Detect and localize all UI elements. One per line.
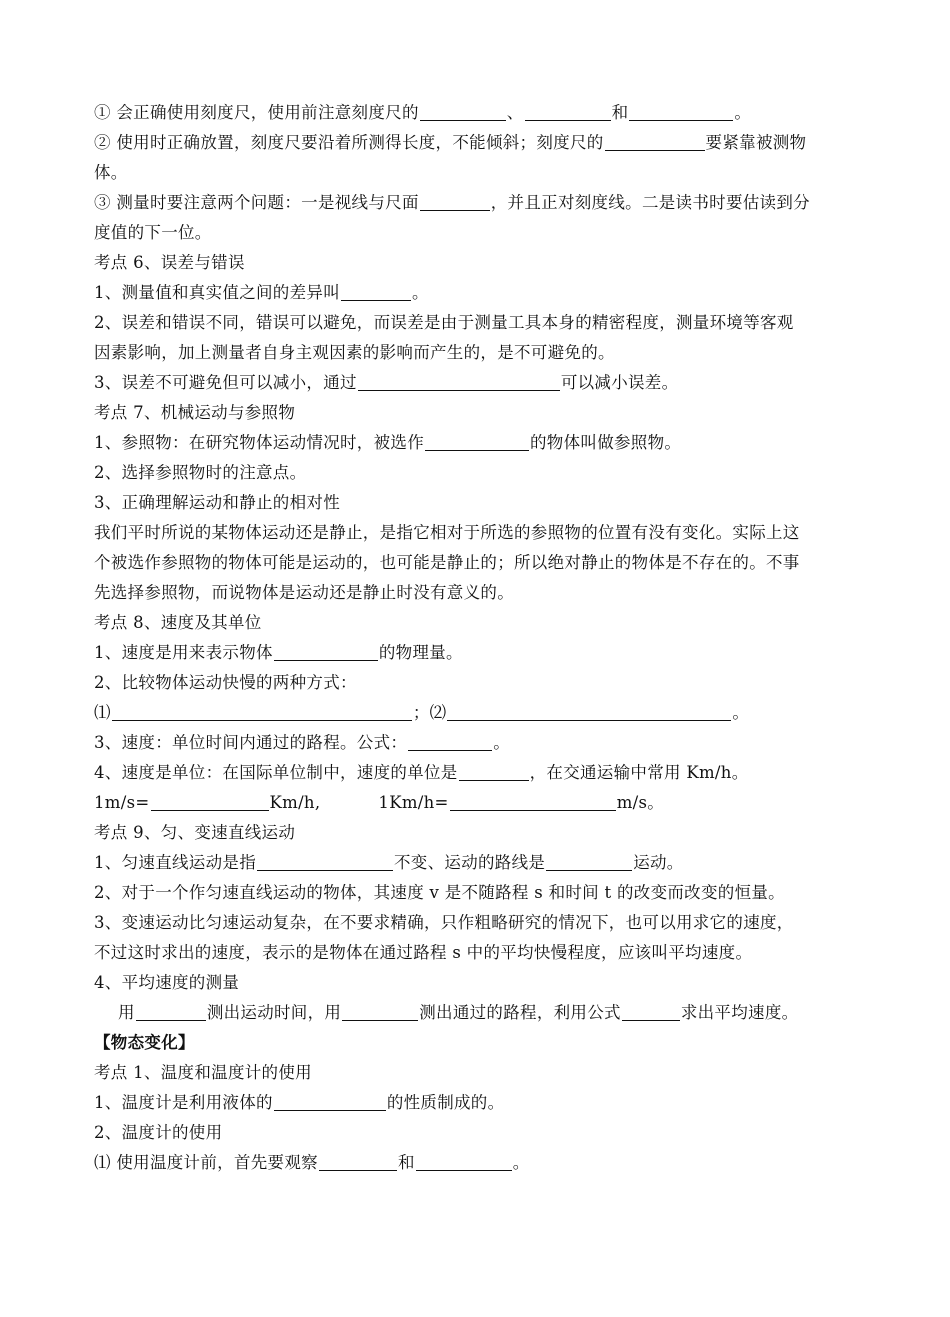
text-line: ③ 测量时要注意两个问题：一是视线与尺面 ，并且正对刻度线。二是读书时要估读到分 <box>94 193 810 212</box>
fill-blank[interactable] <box>525 104 611 121</box>
fill-blank[interactable] <box>605 134 705 151</box>
fill-blank[interactable] <box>629 104 733 121</box>
text-line: 用 测出运动时间，用 测出通过的路程，利用公式 求出平均速度。 <box>118 1003 799 1022</box>
text-line: 先选择参照物，而说物体是运动还是静止时没有意义的。 <box>94 583 514 602</box>
fill-blank[interactable] <box>408 734 492 751</box>
text-line: 4、平均速度的测量 <box>94 973 240 992</box>
section-heading: 考点 7、机械运动与参照物 <box>94 403 296 422</box>
text-line: ⑴ 使用温度计前，首先要观察 和 。 <box>94 1153 530 1172</box>
fill-blank[interactable] <box>622 1004 680 1021</box>
fill-blank[interactable] <box>420 194 490 211</box>
fill-blank[interactable] <box>459 764 529 781</box>
section-heading: 考点 9、匀、变速直线运动 <box>94 823 296 842</box>
section-title: 【物态变化】 <box>94 1033 195 1052</box>
fill-blank[interactable] <box>416 1154 512 1171</box>
text-line: 1、温度计是利用液体的 的性质制成的。 <box>94 1093 505 1112</box>
text-line: 个被选作参照物的物体可能是运动的，也可能是静止的；所以绝对静止的物体是不存在的。不事 <box>94 553 800 572</box>
text-line: 3、速度：单位时间内通过的路程。公式： 。 <box>94 733 511 752</box>
text-line: 1、匀速直线运动是指 不变、运动的路线是 运动。 <box>94 853 684 872</box>
fill-blank[interactable] <box>274 1094 386 1111</box>
text-line: 4、速度是单位：在国际单位制中，速度的单位是 ，在交通运输中常用 Km/h。 <box>94 763 749 782</box>
text-line: 2、选择参照物时的注意点。 <box>94 463 307 482</box>
section-heading: 考点 6、误差与错误 <box>94 253 245 272</box>
fill-blank[interactable] <box>450 794 616 811</box>
fill-blank[interactable] <box>274 644 378 661</box>
worksheet-page <box>94 98 859 1178</box>
text-line: 1、测量值和真实值之间的差异叫 。 <box>94 283 429 302</box>
fill-blank[interactable] <box>420 104 506 121</box>
text-line: 2、误差和错误不同，错误可以避免，而误差是由于测量工具本身的精密程度，测量环境等客观 <box>94 313 794 332</box>
text-line: 1、参照物：在研究物体运动情况时，被选作 的物体叫做参照物。 <box>94 433 682 452</box>
text-line: 3、正确理解运动和静止的相对性 <box>94 493 340 512</box>
text-line: 1、速度是用来表示物体 的物理量。 <box>94 643 463 662</box>
fill-blank[interactable] <box>112 704 412 721</box>
fill-blank[interactable] <box>319 1154 397 1171</box>
text-line: 我们平时所说的某物体运动还是静止，是指它相对于所选的参照物的位置有没有变化。实际上这 <box>94 523 800 542</box>
section-heading: 考点 8、速度及其单位 <box>94 613 262 632</box>
text-line: ② 使用时正确放置，刻度尺要沿着所测得长度，不能倾斜；刻度尺的 要紧靠被测物 <box>94 133 807 152</box>
text-line: 3、变速运动比匀速运动复杂，在不要求精确，只作粗略研究的情况下，也可以用求它的速度， <box>94 913 794 932</box>
fill-blank[interactable] <box>342 1004 418 1021</box>
text-line: ① 会正确使用刻度尺，使用前注意刻度尺的 、 和 。 <box>94 103 752 122</box>
fill-blank[interactable] <box>136 1004 206 1021</box>
text-line: ⑴ ；⑵ 。 <box>94 703 750 722</box>
fill-blank[interactable] <box>447 704 731 721</box>
text-line: 2、对于一个作匀速直线运动的物体，其速度 v 是不随路程 s 和时间 t 的改变而改变的恒量。 <box>94 883 785 902</box>
fill-blank[interactable] <box>358 374 560 391</box>
fill-blank[interactable] <box>546 854 632 871</box>
fill-blank[interactable] <box>151 794 269 811</box>
text-line: 2、比较物体运动快慢的两种方式： <box>94 673 357 692</box>
text-line: 3、误差不可避免但可以减小，通过 可以减小误差。 <box>94 373 679 392</box>
text-line: 1m/s= Km/h, 1Km/h= m/s。 <box>94 793 665 812</box>
text-line: 度值的下一位。 <box>94 223 212 242</box>
text-line: 2、温度计的使用 <box>94 1123 223 1142</box>
section-heading: 考点 1、温度和温度计的使用 <box>94 1063 312 1082</box>
fill-blank[interactable] <box>341 284 411 301</box>
text-line: 不过这时求出的速度，表示的是物体在通过路程 s 中的平均快慢程度，应该叫平均速度。 <box>94 943 753 962</box>
fill-blank[interactable] <box>257 854 393 871</box>
fill-blank[interactable] <box>425 434 529 451</box>
text-line: 体。 <box>94 163 128 182</box>
text-line: 因素影响，加上测量者自身主观因素的影响而产生的，是不可避免的。 <box>94 343 615 362</box>
